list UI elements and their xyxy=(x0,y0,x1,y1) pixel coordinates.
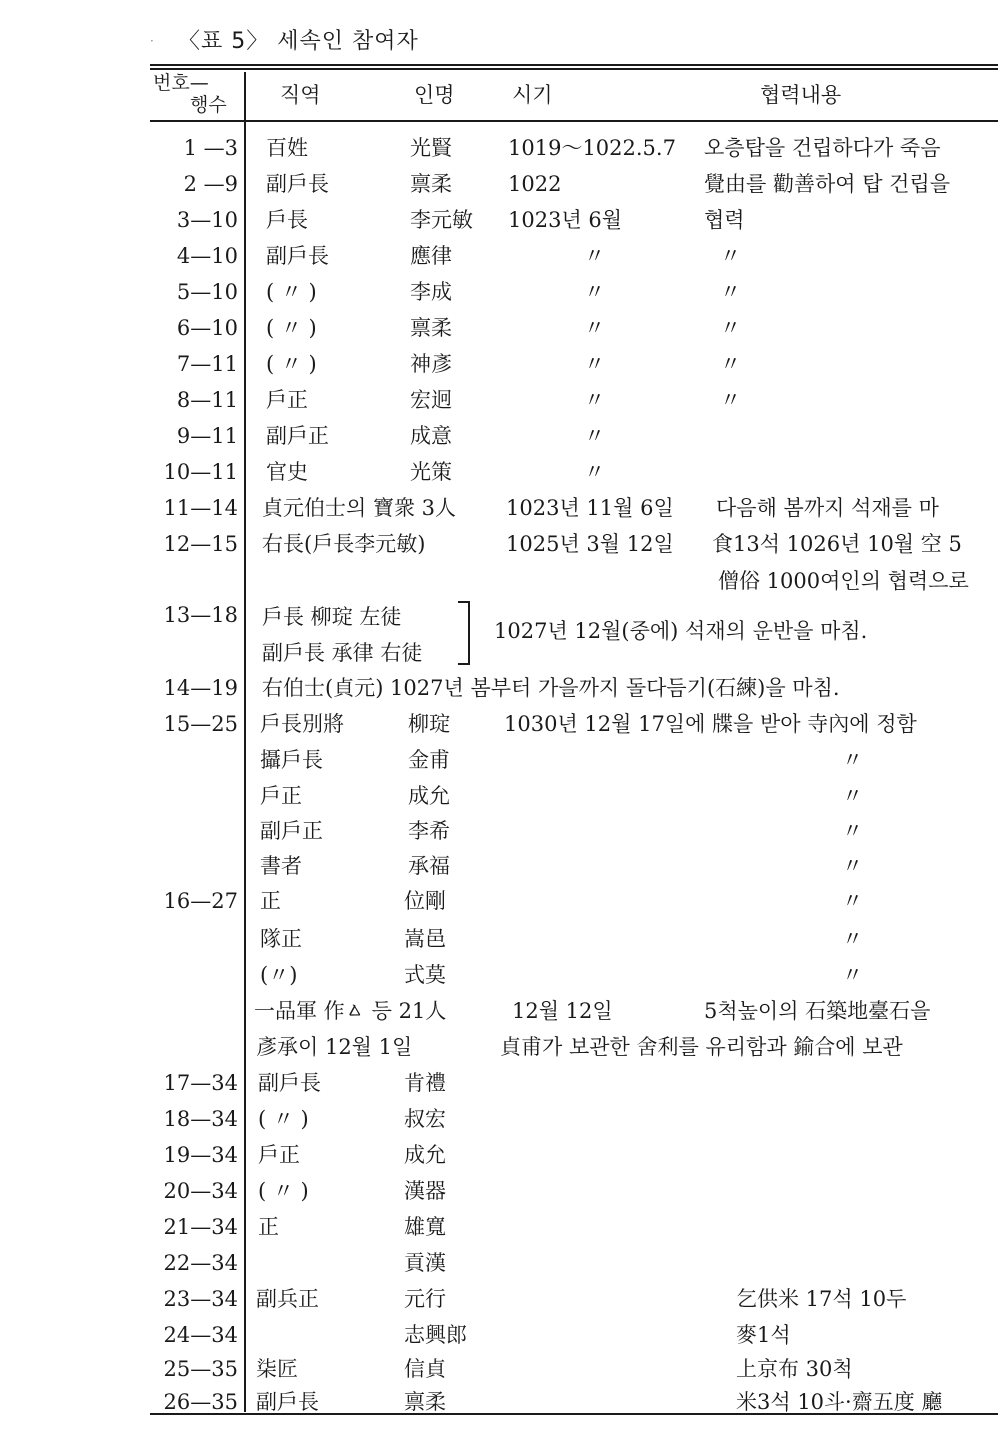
row-role: ( 〃 ) xyxy=(266,352,317,376)
row-role: 一品軍 作ㅿ 등 21人 xyxy=(254,999,447,1023)
row-content-continued: 僧俗 1000여인의 협력으로 xyxy=(718,569,969,593)
row-content: 米3석 10斗·齋五度 廳 xyxy=(736,1390,943,1414)
row-role: 副戶正 xyxy=(260,819,323,843)
row-name: 金甫 xyxy=(408,748,450,772)
ditto-mark: 〃 xyxy=(842,748,863,772)
row-number: 13—18 xyxy=(163,603,238,627)
row-role: 戶長 xyxy=(266,208,308,232)
row-content: 右伯士(貞元) 1027년 봄부터 가을까지 돌다듬기(石練)을 마침. xyxy=(262,676,840,700)
row-role: 副戶長 xyxy=(266,244,329,268)
row-number: 17—34 xyxy=(163,1071,238,1095)
row-content: 上京布 30척 xyxy=(736,1357,853,1381)
row-name: 成允 xyxy=(408,784,450,808)
header-role: 직역 xyxy=(280,83,321,107)
row-role: 副兵正 xyxy=(256,1287,319,1311)
table-caption: 〈표 5〉 세속인 참여자 xyxy=(178,29,419,54)
row-name: 志興郎 xyxy=(404,1323,467,1347)
row-content: 다음해 봄까지 석재를 마 xyxy=(716,496,939,520)
ditto-mark: 〃 xyxy=(842,963,863,987)
row-role: (〃) xyxy=(260,963,298,987)
row-name: 柳琔 xyxy=(408,712,450,736)
row-number: 22—34 xyxy=(163,1251,238,1275)
row-name: 貢漢 xyxy=(404,1251,446,1275)
row-name: 肯禮 xyxy=(404,1071,446,1095)
scan-mark: · xyxy=(150,34,154,48)
row-name: 光賢 xyxy=(410,136,452,160)
row-name: 宏迥 xyxy=(410,388,452,412)
ditto-mark: 〃 xyxy=(842,784,863,808)
row-number: 18—34 xyxy=(163,1107,238,1131)
row-number: 23—34 xyxy=(163,1287,238,1311)
row-role: 彥承이 12월 1일 xyxy=(256,1035,413,1059)
row-number: 3—10 xyxy=(176,208,238,232)
row-time: 〃 xyxy=(584,460,605,484)
row-name: 禀柔 xyxy=(410,172,452,196)
row-content: 〃 xyxy=(720,352,741,376)
row-number: 24—34 xyxy=(163,1323,238,1347)
row-time: 1025년 3월 12일 xyxy=(506,532,674,556)
row-content: 麥1석 xyxy=(736,1323,791,1347)
row-number: 5—10 xyxy=(176,280,238,304)
ditto-mark: 〃 xyxy=(842,927,863,951)
row-name: 李成 xyxy=(410,280,452,304)
row-name: 叔宏 xyxy=(404,1107,446,1131)
row-time: 1022 xyxy=(508,172,562,196)
row-content: 오층탑을 건립하다가 죽음 xyxy=(704,136,941,160)
row-number: 19—34 xyxy=(163,1143,238,1167)
row-content: 乞供米 17석 10두 xyxy=(736,1287,907,1311)
row-number: 25—35 xyxy=(163,1357,238,1381)
row-content: 食13석 1026년 10월 空 5 xyxy=(712,532,962,556)
row-content: 1027년 12월(중에) 석재의 운반을 마침. xyxy=(494,619,868,643)
row-role: ( 〃 ) xyxy=(258,1179,309,1203)
row-role: 正 xyxy=(260,889,281,913)
row-number: 12—15 xyxy=(163,532,238,556)
row-time: 〃 xyxy=(584,388,605,412)
row-number: 16—27 xyxy=(163,889,238,913)
column-divider xyxy=(244,72,246,1412)
row-name: 禀柔 xyxy=(404,1390,446,1414)
row-content: 1030년 12월 17일에 牒을 받아 寺內에 정함 xyxy=(504,712,917,736)
ditto-mark: 〃 xyxy=(842,819,863,843)
row-number: 4—10 xyxy=(176,244,238,268)
row-time: 〃 xyxy=(584,424,605,448)
row-number: 20—34 xyxy=(163,1179,238,1203)
row-name: 神彥 xyxy=(410,352,452,376)
row-time: 〃 xyxy=(584,352,605,376)
row-number: 1 —3 xyxy=(183,136,238,160)
row-time: 1023년 11월 6일 xyxy=(506,496,674,520)
row-time: 1019～1022.5.7 xyxy=(508,136,676,160)
row-role-left-crew: 戶長 柳琔 左徒 xyxy=(262,605,402,629)
row-role: 攝戶長 xyxy=(260,748,323,772)
row-content: 〃 xyxy=(720,316,741,340)
row-name: 式莫 xyxy=(404,963,446,987)
row-content: 〃 xyxy=(720,280,741,304)
row-name: 李元敏 xyxy=(410,208,473,232)
row-role: ( 〃 ) xyxy=(258,1107,309,1131)
row-role: 戶長別將 xyxy=(260,712,344,736)
row-name: 元行 xyxy=(404,1287,446,1311)
header-time: 시기 xyxy=(512,83,553,107)
row-name: 漢器 xyxy=(404,1179,446,1203)
header-rule xyxy=(150,120,998,122)
row-name: 光策 xyxy=(410,460,452,484)
row-role: 副戶長 xyxy=(266,172,329,196)
row-name: 禀柔 xyxy=(410,316,452,340)
row-role: 正 xyxy=(258,1215,279,1239)
row-number: 10—11 xyxy=(163,460,238,484)
row-name: 信貞 xyxy=(404,1357,446,1381)
row-content: 覺由를 勸善하여 탑 건립을 xyxy=(704,172,951,196)
row-number: 9—11 xyxy=(176,424,238,448)
row-content: 〃 xyxy=(720,244,741,268)
ditto-mark: 〃 xyxy=(842,889,863,913)
row-number: 7—11 xyxy=(176,352,238,376)
row-content: 5척높이의 石築地臺石을 xyxy=(704,999,931,1023)
row-role: 副戶正 xyxy=(266,424,329,448)
header-number: 번호— xyxy=(153,72,209,94)
header-name: 인명 xyxy=(414,83,455,107)
row-name: 成意 xyxy=(410,424,452,448)
row-time: 〃 xyxy=(584,280,605,304)
row-number: 21—34 xyxy=(163,1215,238,1239)
row-number: 26—35 xyxy=(163,1390,238,1414)
row-content: 〃 xyxy=(720,388,741,412)
row-role: 貞元伯士의 寶衆 3人 xyxy=(262,496,456,520)
row-name: 嵩邑 xyxy=(404,927,446,951)
header-row-count: 행수 xyxy=(190,94,227,116)
row-role: 柒匠 xyxy=(256,1357,298,1381)
row-name: 位剛 xyxy=(404,889,446,913)
row-content: 협력 xyxy=(704,208,745,232)
row-number: 15—25 xyxy=(163,712,238,736)
top-rule-1 xyxy=(150,64,998,66)
row-role: 副戶長 xyxy=(256,1390,319,1414)
row-name: 承福 xyxy=(408,854,450,878)
row-role: 右長(戶長李元敏) xyxy=(262,532,426,556)
row-time: 12월 12일 xyxy=(512,999,613,1023)
ditto-mark: 〃 xyxy=(842,854,863,878)
row-time: 〃 xyxy=(584,244,605,268)
row-role: ( 〃 ) xyxy=(266,316,317,340)
row-time: 1023년 6월 xyxy=(508,208,623,232)
row-name: 成允 xyxy=(404,1143,446,1167)
row-number: 2 —9 xyxy=(183,172,238,196)
row-role: 隊正 xyxy=(260,927,302,951)
row-number: 11—14 xyxy=(163,496,238,520)
row-role: 戶正 xyxy=(260,784,302,808)
row-role: 戶正 xyxy=(266,388,308,412)
top-rule-2 xyxy=(150,68,998,70)
row-content: 貞甫가 보관한 舍利를 유리함과 鍮合에 보관 xyxy=(500,1035,903,1059)
row-time: 〃 xyxy=(584,316,605,340)
row-role: 官史 xyxy=(266,460,308,484)
row-role: 百姓 xyxy=(266,136,308,160)
bracket xyxy=(458,601,470,665)
row-name: 應律 xyxy=(410,244,452,268)
row-role-right-crew: 副戶長 承律 右徒 xyxy=(262,641,423,665)
row-name: 李希 xyxy=(408,819,450,843)
row-number: 14—19 xyxy=(163,676,238,700)
header-content: 협력내용 xyxy=(760,83,842,107)
row-number: 8—11 xyxy=(176,388,238,412)
row-name: 雄寬 xyxy=(404,1215,446,1239)
row-role: 書者 xyxy=(260,854,302,878)
row-role: 戶正 xyxy=(258,1143,300,1167)
row-role: ( 〃 ) xyxy=(266,280,317,304)
row-role: 副戶長 xyxy=(258,1071,321,1095)
row-number: 6—10 xyxy=(176,316,238,340)
